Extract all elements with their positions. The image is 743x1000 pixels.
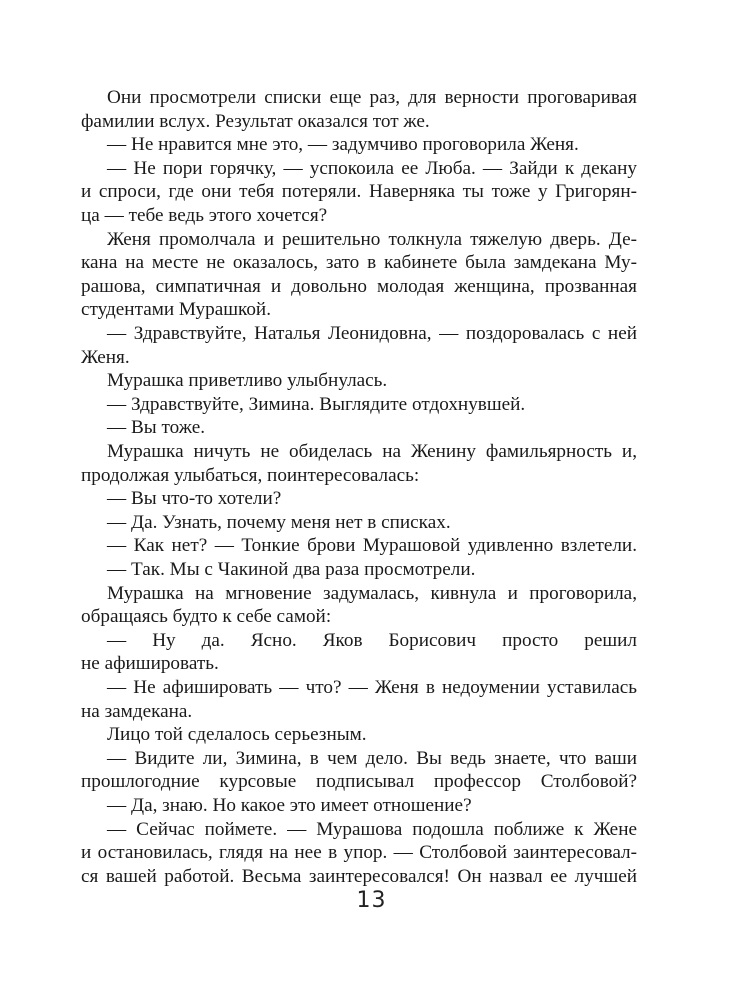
text-line: — Ну да. Ясно. Яков Борисович просто решил xyxy=(107,629,637,651)
text-line: на замдекана. xyxy=(81,700,193,722)
text-line: — Здравствуйте, Наталья Леонидовна, — поздоровалась с ней xyxy=(107,323,637,344)
text-line: — Не пори горячку, — успокоила ее Люба. — Зайди к декану xyxy=(107,157,637,179)
text-line: кана на месте не оказалось, зато в кабинете была замдекана Му- xyxy=(81,252,637,274)
text-line: продолжая улыбаться, поинтересовалась: xyxy=(81,464,420,486)
text-line: не афишировать. xyxy=(81,653,219,675)
text-line: студентами Мурашкой. xyxy=(81,299,271,321)
text-line: Женя промолчала и решительно толкнула тяжелую дверь. Де- xyxy=(107,228,637,250)
text-line: — Здравствуйте, Зимина. Выглядите отдохнувшей. xyxy=(107,393,526,415)
text-line: Женя. xyxy=(81,346,130,368)
text-line: Они просмотрели списки еще раз, для верности проговаривая xyxy=(107,87,637,108)
text-line: обращаясь будто к себе самой: xyxy=(81,606,332,628)
text-line: — Вы тоже. xyxy=(107,417,206,439)
text-line: — Как нет? — Тонкие брови Мурашовой удивленно взлетели. xyxy=(107,535,637,557)
text-line: — Не нравится мне это, — задумчиво проговорила Женя. xyxy=(107,134,579,156)
text-line: и остановилась, глядя на нее в упор. — Столбовой заинтересовал- xyxy=(81,842,637,864)
text-line: — Сейчас поймете. — Мурашова подошла поближе к Жене xyxy=(107,818,637,840)
text-line: Лицо той сделалось серьезным. xyxy=(107,724,367,746)
text-line: прошлогодние курсовые подписывал профессор Столбовой? xyxy=(81,771,637,793)
text-line: и спроси, где они тебя потеряли. Наверняка ты тоже у Григорян- xyxy=(81,181,637,203)
text-line: Мурашка приветливо улыбнулась. xyxy=(107,370,388,392)
text-line: ца — тебе ведь этого хочется? xyxy=(81,205,328,226)
text-line: — Так. Мы с Чакиной два раза просмотрели. xyxy=(107,559,476,580)
text-line: — Вы что-то хотели? xyxy=(107,488,282,510)
text-line: рашова, симпатичная и довольно молодая женщина, прозванная xyxy=(81,275,637,297)
text-line: фамилии вслух. Результат оказался тот же. xyxy=(81,110,430,132)
page-number: 13 xyxy=(356,888,387,913)
text-line: — Да. Узнать, почему меня нет в списках. xyxy=(107,511,451,533)
text-line: Мурашка на мгновение задумалась, кивнула и проговорила, xyxy=(107,582,637,604)
text-line: — Да, знаю. Но какое это имеет отношение? xyxy=(107,795,472,816)
text-line: ся вашей работой. Весьма заинтересовался! Он назвал ее лучшей xyxy=(81,865,637,887)
text-line: Мурашка ничуть не обиделась на Женину фамильярность и, xyxy=(107,441,637,462)
text-line: — Видите ли, Зимина, в чем дело. Вы ведь знаете, что ваши xyxy=(107,747,637,769)
text-line: — Не афишировать — что? — Женя в недоумении уставилась xyxy=(107,677,637,698)
